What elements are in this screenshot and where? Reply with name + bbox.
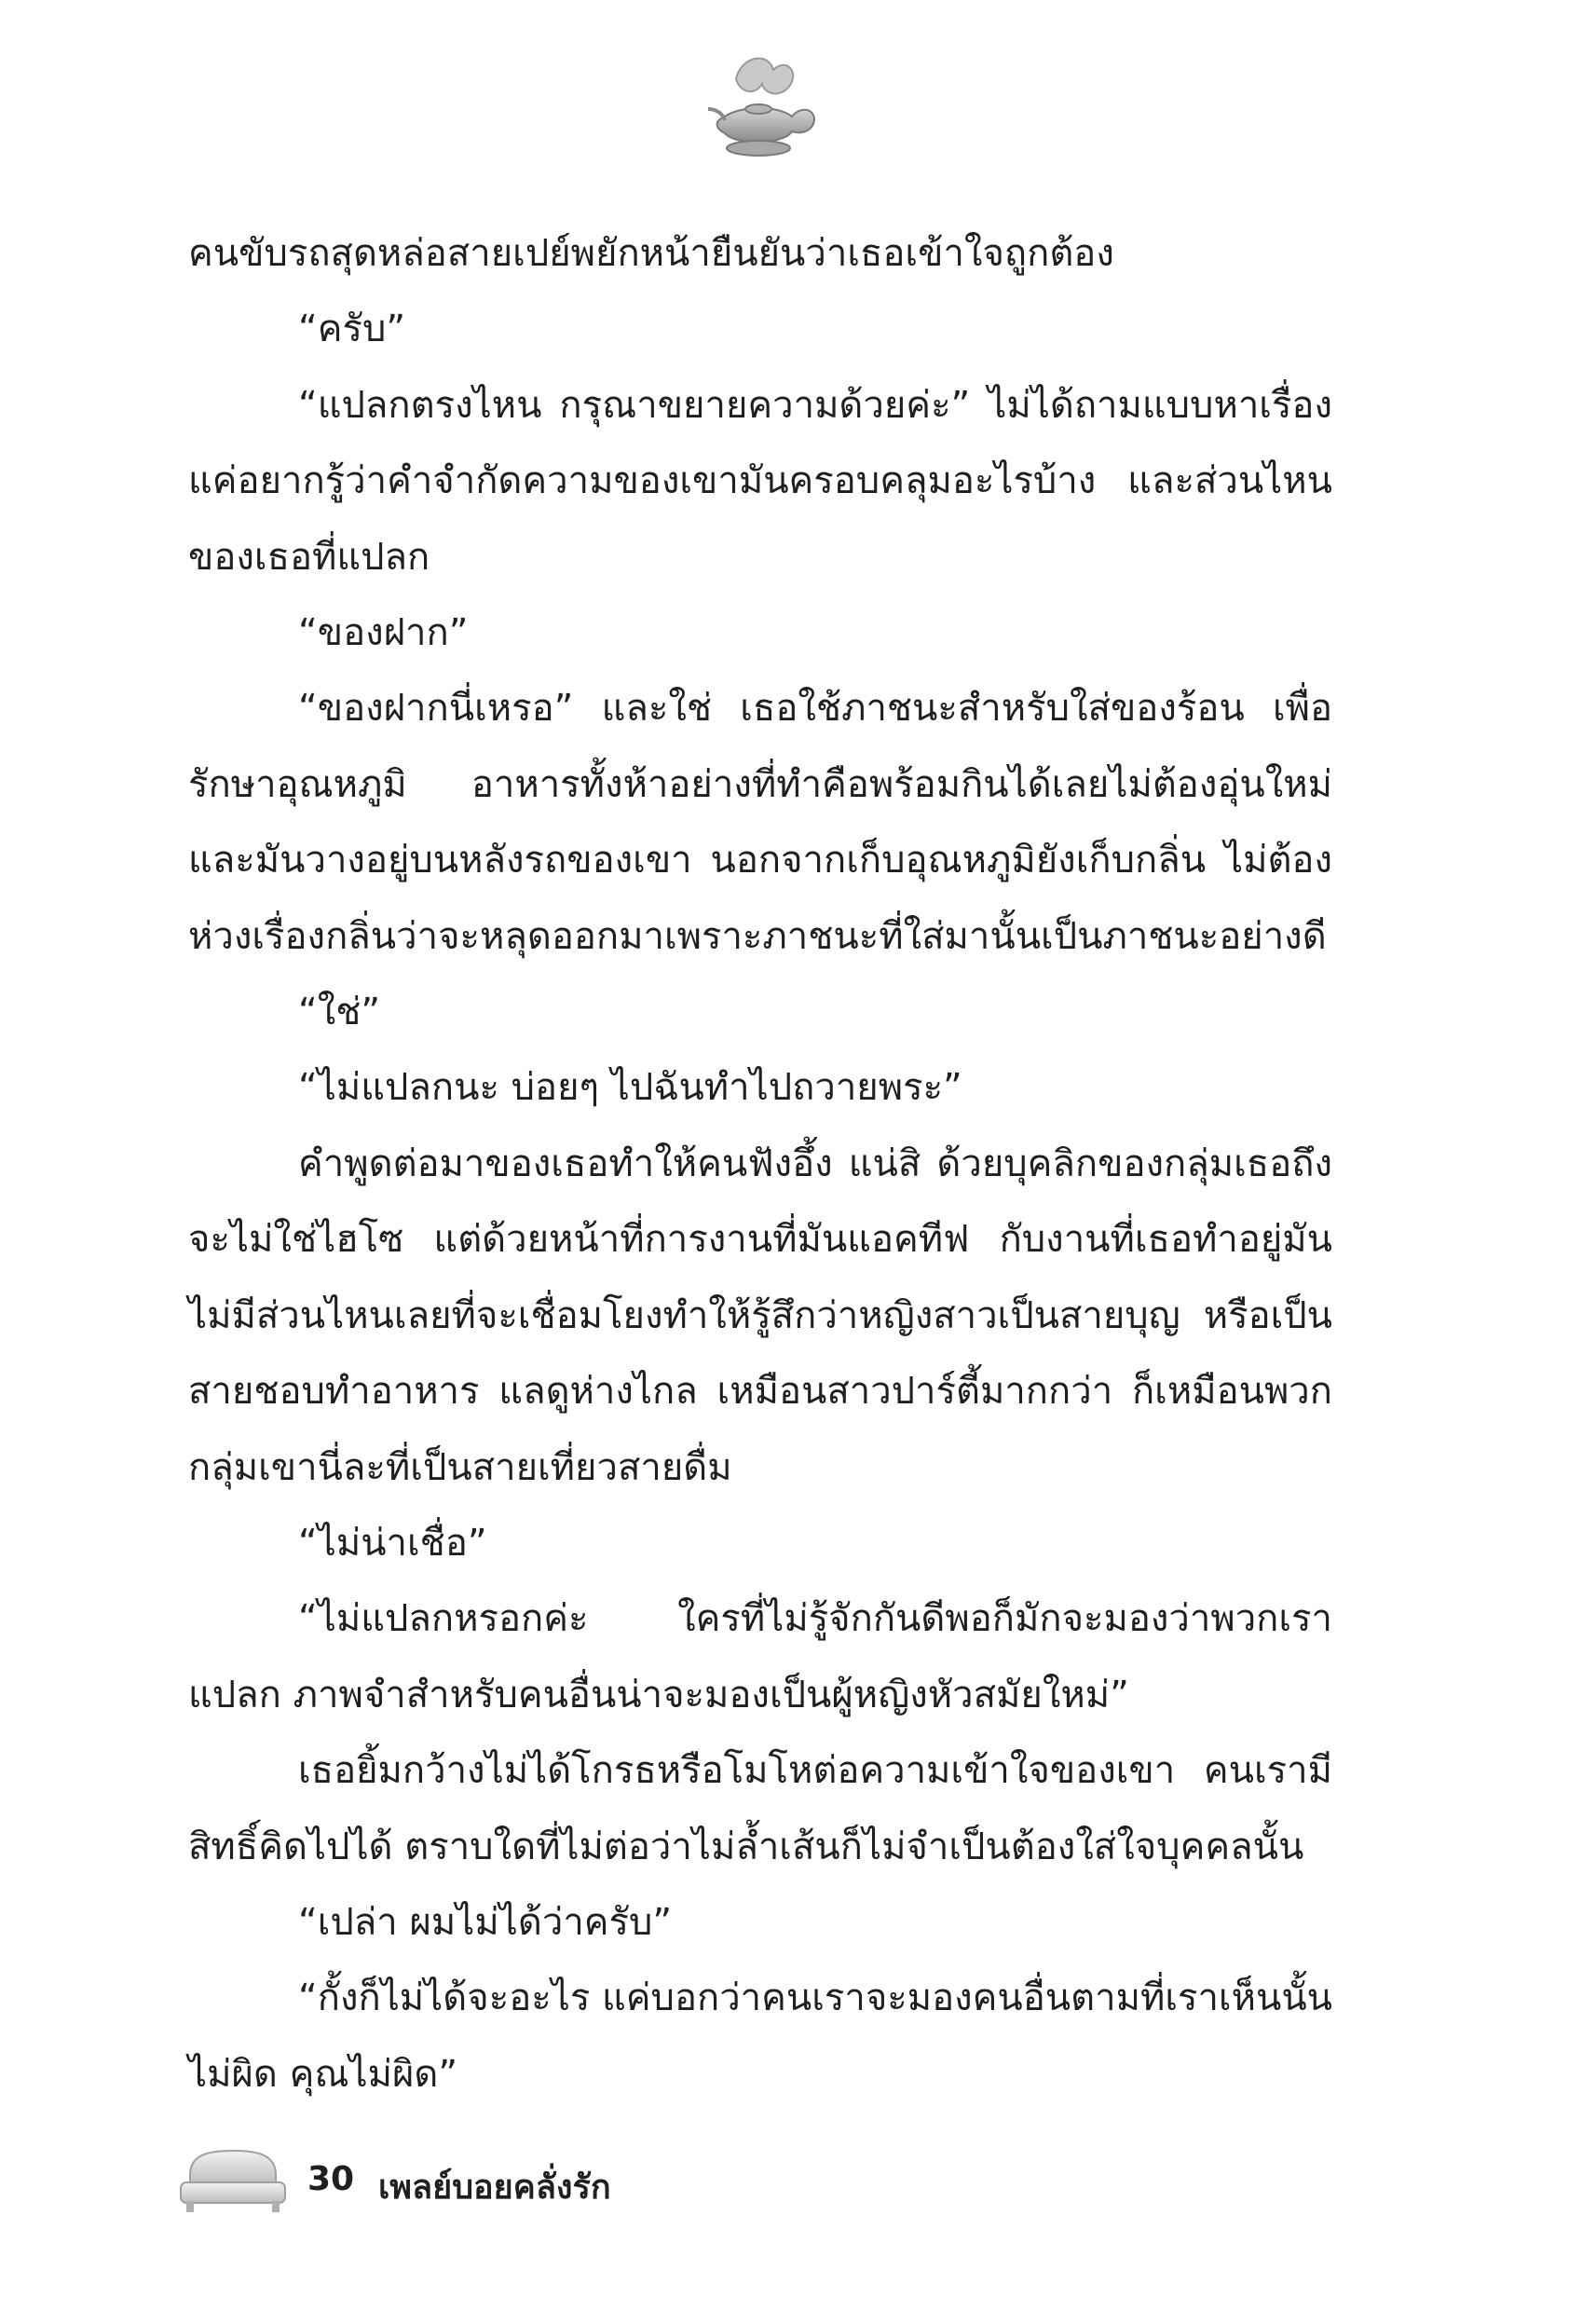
paragraph-13: “กั้งก็ไม่ได้จะอะไร แค่บอกว่าคนเราจะมองคนอื่นตามที่เราเห็นนั้นไม่ผิด คุณไม่ผิด” bbox=[188, 1976, 1332, 2096]
book-title: เพลย์บอยคลั่งรัก bbox=[378, 2168, 611, 2207]
page-footer bbox=[177, 2143, 736, 2218]
paragraph-6: “ใช่” bbox=[298, 991, 381, 1034]
paragraph-1: คนขับรถสุดหล่อสายเปย์พยักหน้ายืนยันว่าเธอเข้าใจถูกต้อง bbox=[188, 232, 1114, 275]
paragraph-5: “ของฝากนี่เหรอ” และใช่ เธอใช้ภาชนะสำหรับใส่ของร้อน เพื่อรักษาอุณหภูมิ อาหารทั้งห้าอย่างที่ทำคือพร้อมกินได้เลยไม่ต้องอุ่นใหม่ และมันวางอยู่บนหลังรถของเขา นอกจากเก็บอุณหภูมิยังเก็บกลิ่น ไม่ต้องห่วงเรื่องกลิ่นว่าจะหลุดออกมาเพราะภาชนะที่ใส่มานั้นเป็นภาชนะอย่างดี bbox=[188, 687, 1332, 958]
paragraph-11: เธอยิ้มกว้างไม่ได้โกรธหรือโมโหต่อความเข้าใจของเขา คนเรามีสิทธิ์คิดไปได้ ตราบใดที่ไม่ต่อว่าไม่ล้ำเส้นก็ไม่จำเป็นต้องใส่ใจบุคคลนั้น bbox=[188, 1749, 1332, 1868]
paragraph-12: “เปล่า ผมไม่ได้ว่าครับ” bbox=[298, 1900, 673, 1944]
body-text bbox=[188, 216, 1332, 2113]
paragraph-7: “ไม่แปลกนะ บ่อยๆ ไปฉันทำไปถวายพระ” bbox=[298, 1066, 962, 1110]
paragraph-3: “แปลกตรงไหน กรุณาขยายความด้วยค่ะ” ไม่ได้ถามแบบหาเรื่อง แค่อยากรู้ว่าคำจำกัดความของเขามันครอบคลุมอะไรบ้าง และส่วนไหนของเธอที่แปลก bbox=[188, 383, 1332, 579]
paragraph-8: คำพูดต่อมาของเธอทำให้คนฟังอึ้ง แน่สิ ด้วยบุคลิกของกลุ่มเธอถึงจะไม่ใช่ไฮโซ แต่ด้วยหน้าที่การงานที่มันแอคทีฟ กับงานที่เธอทำอยู่มันไม่มีส่วนไหนเลยที่จะเชื่อมโยงทำให้รู้สึกว่าหญิงสาวเป็นสายบุญ หรือเป็นสายชอบทำอาหาร แลดูห่างไกล เหมือนสาวปาร์ตี้มากกว่า ก็เหมือนพวกกลุ่มเขานี่ละที่เป็นสายเที่ยวสายดื่ม bbox=[188, 1142, 1332, 1489]
genie-lamp-icon bbox=[699, 51, 820, 163]
bed-icon bbox=[177, 2143, 289, 2216]
page-number: 30 bbox=[307, 2160, 355, 2198]
paragraph-9: “ไม่น่าเชื่อ” bbox=[298, 1521, 487, 1565]
paragraph-2: “ครับ” bbox=[298, 308, 406, 351]
paragraph-10: “ไม่แปลกหรอกค่ะ ใครที่ไม่รู้จักกันดีพอก็มักจะมองว่าพวกเราแปลก ภาพจำสำหรับคนอื่นน่าจะมองเป็นผู้หญิงหัวสมัยใหม่” bbox=[188, 1597, 1332, 1716]
paragraph-4: “ของฝาก” bbox=[298, 611, 469, 655]
